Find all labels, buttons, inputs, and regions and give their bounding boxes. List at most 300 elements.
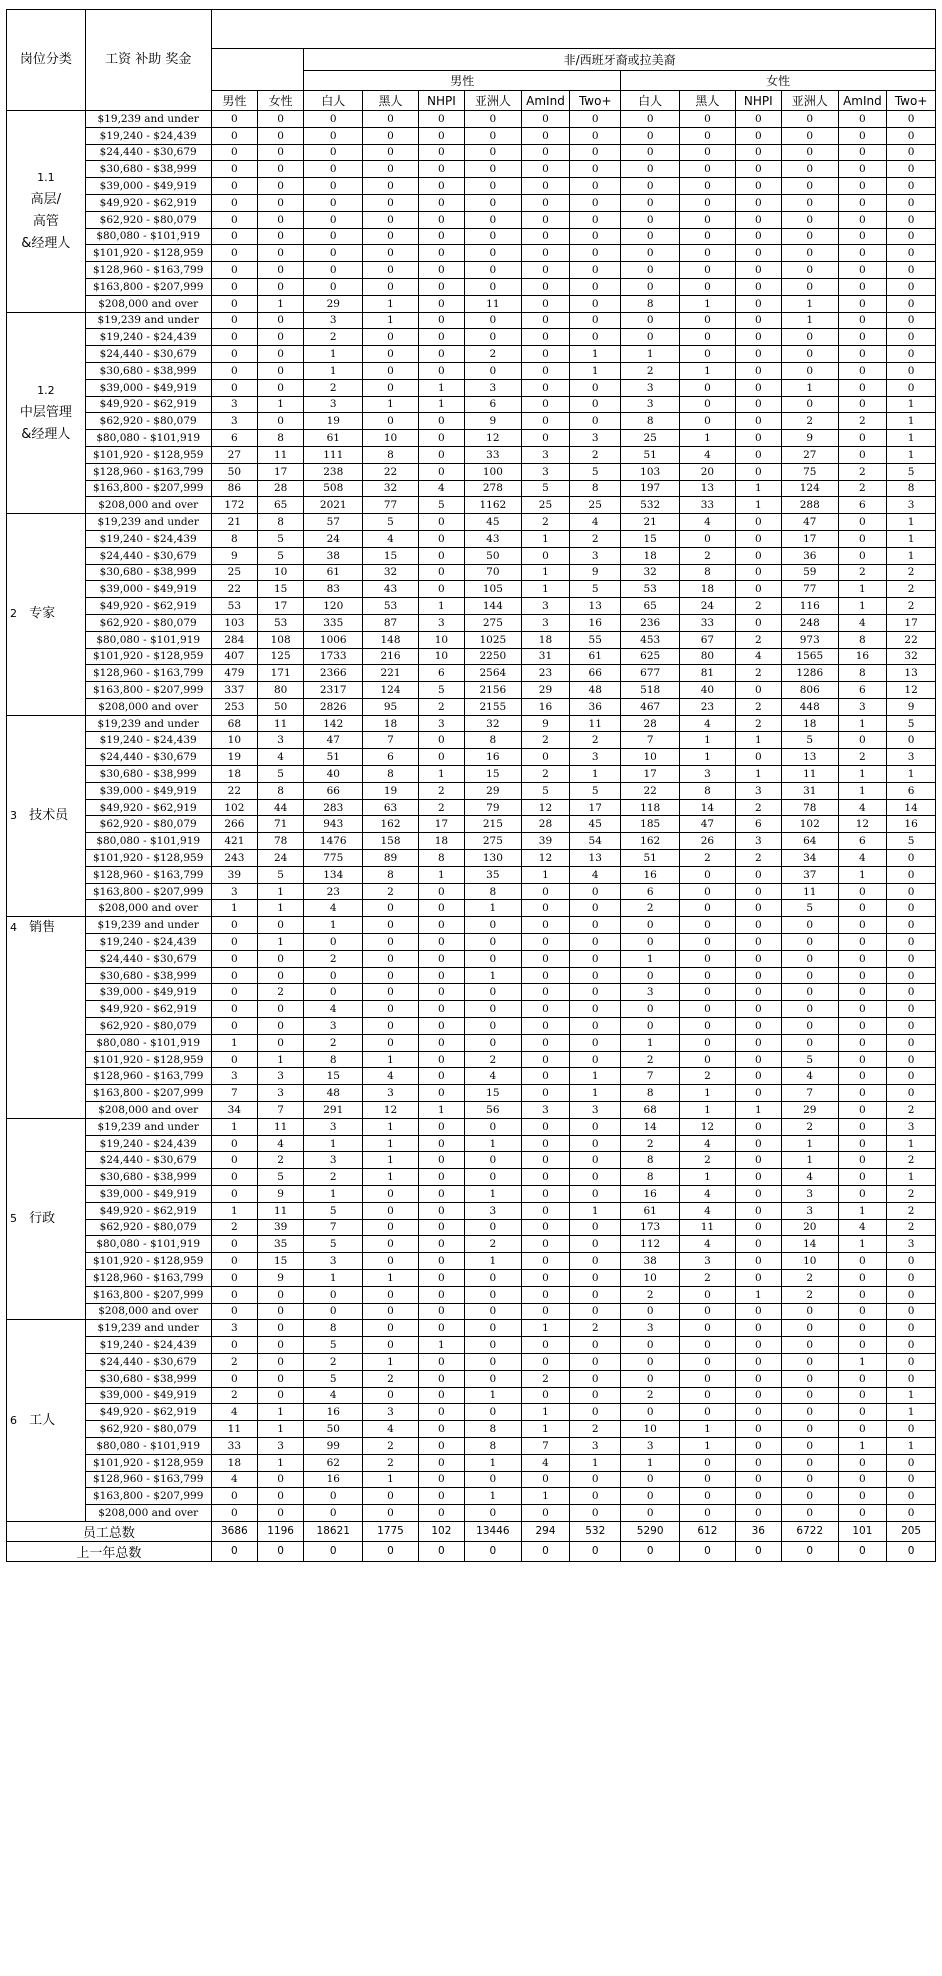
count-cell: 0 (621, 161, 680, 178)
count-cell: 0 (570, 900, 621, 917)
table-row (7, 614, 936, 631)
count-cell: 291 (304, 1102, 363, 1119)
table-row (7, 1387, 936, 1404)
count-cell: 0 (465, 1337, 522, 1354)
count-cell: 0 (735, 547, 781, 564)
count-cell: 2 (680, 1068, 736, 1085)
salary-range: $128,960 - $163,799 (85, 1068, 211, 1085)
table-row (7, 1286, 936, 1303)
salary-range: $30,680 - $38,999 (85, 161, 211, 178)
count-cell: 0 (363, 346, 419, 363)
count-cell: 1 (211, 1118, 257, 1135)
count-cell: 0 (887, 950, 936, 967)
count-cell: 11 (211, 1421, 257, 1438)
count-cell: 5 (258, 766, 304, 783)
count-cell: 0 (521, 312, 570, 329)
count-cell: 0 (465, 362, 522, 379)
count-cell: 1 (735, 732, 781, 749)
count-cell: 0 (211, 245, 257, 262)
count-cell: 78 (781, 799, 838, 816)
count-cell: 29 (521, 682, 570, 699)
header-female-race-2: NHPI (735, 91, 781, 111)
table-row (7, 984, 936, 1001)
count-cell: 0 (418, 278, 464, 295)
count-cell: 0 (570, 1404, 621, 1421)
count-cell: 0 (781, 1320, 838, 1337)
count-cell: 4 (838, 799, 887, 816)
count-cell: 0 (258, 329, 304, 346)
count-cell: 0 (735, 1001, 781, 1018)
count-cell: 0 (521, 413, 570, 430)
count-cell: 0 (363, 211, 419, 228)
count-cell: 0 (735, 262, 781, 279)
table-row (7, 1186, 936, 1203)
count-cell: 21 (621, 514, 680, 531)
count-cell: 0 (680, 1018, 736, 1035)
count-cell: 0 (418, 547, 464, 564)
count-cell: 1 (680, 1437, 736, 1454)
count-cell: 17 (418, 816, 464, 833)
table-row (7, 1320, 936, 1337)
count-cell: 0 (680, 1337, 736, 1354)
count-cell: 2 (781, 1286, 838, 1303)
salary-range: $62,920 - $80,079 (85, 1219, 211, 1236)
count-cell: 0 (838, 245, 887, 262)
table-row (7, 413, 936, 430)
header-female-race-4: AmInd (838, 91, 887, 111)
count-cell: 0 (521, 1219, 570, 1236)
count-cell: 0 (838, 194, 887, 211)
count-cell: 5 (258, 866, 304, 883)
count-cell: 1 (258, 396, 304, 413)
count-cell: 0 (887, 1051, 936, 1068)
count-cell: 0 (521, 1353, 570, 1370)
table-row (7, 1303, 936, 1320)
table-row (7, 362, 936, 379)
count-cell: 17 (621, 766, 680, 783)
table-row (7, 295, 936, 312)
header-category: 岗位分类 (7, 10, 86, 111)
prior-year-row-value: 0 (680, 1541, 736, 1561)
count-cell: 2 (465, 346, 522, 363)
count-cell: 0 (521, 547, 570, 564)
salary-range: $208,000 and over (85, 497, 211, 514)
count-cell: 2 (735, 715, 781, 732)
count-cell: 2 (838, 413, 887, 430)
count-cell: 2 (304, 379, 363, 396)
count-cell: 7 (304, 1219, 363, 1236)
count-cell: 0 (781, 362, 838, 379)
count-cell: 16 (887, 816, 936, 833)
count-cell: 0 (521, 950, 570, 967)
count-cell: 15 (304, 1068, 363, 1085)
count-cell: 0 (211, 934, 257, 951)
table-row (7, 1152, 936, 1169)
count-cell: 0 (570, 329, 621, 346)
count-cell: 1 (887, 446, 936, 463)
salary-range: $62,920 - $80,079 (85, 413, 211, 430)
count-cell: 11 (680, 1219, 736, 1236)
count-cell: 2 (465, 1236, 522, 1253)
count-cell: 124 (781, 480, 838, 497)
count-cell: 0 (621, 228, 680, 245)
count-cell: 1 (521, 1404, 570, 1421)
table-row (7, 934, 936, 951)
count-cell: 2 (887, 564, 936, 581)
count-cell: 0 (735, 1236, 781, 1253)
count-cell: 0 (735, 1253, 781, 1270)
count-cell: 33 (465, 446, 522, 463)
count-cell: 1 (465, 1454, 522, 1471)
count-cell: 1 (781, 295, 838, 312)
count-cell: 1 (465, 1488, 522, 1505)
salary-range: $101,920 - $128,959 (85, 648, 211, 665)
count-cell: 65 (258, 497, 304, 514)
count-cell: 11 (465, 295, 522, 312)
salary-range: $208,000 and over (85, 1102, 211, 1119)
count-cell: 0 (735, 1152, 781, 1169)
count-cell: 0 (363, 144, 419, 161)
count-cell: 0 (735, 379, 781, 396)
count-cell: 8 (465, 1421, 522, 1438)
count-cell: 0 (363, 1286, 419, 1303)
count-cell: 11 (258, 446, 304, 463)
count-cell: 0 (521, 1085, 570, 1102)
category-name: 工人 (29, 1412, 56, 1428)
count-cell: 2 (735, 850, 781, 867)
count-cell: 3 (304, 312, 363, 329)
count-cell: 0 (887, 1303, 936, 1320)
count-cell: 0 (735, 1219, 781, 1236)
count-cell: 0 (363, 1303, 419, 1320)
count-cell: 0 (838, 917, 887, 934)
count-cell: 112 (621, 1236, 680, 1253)
count-cell: 2 (838, 749, 887, 766)
count-cell: 2 (570, 1320, 621, 1337)
count-cell: 0 (680, 1320, 736, 1337)
count-cell: 0 (418, 883, 464, 900)
count-cell: 5 (418, 682, 464, 699)
count-cell: 4 (680, 1236, 736, 1253)
total-row-value: 3686 (211, 1521, 257, 1541)
count-cell: 18 (211, 766, 257, 783)
count-cell: 0 (735, 1018, 781, 1035)
count-cell: 0 (418, 1034, 464, 1051)
count-cell: 0 (887, 211, 936, 228)
table-row (7, 1253, 936, 1270)
count-cell: 6 (465, 396, 522, 413)
count-cell: 1 (735, 480, 781, 497)
count-cell: 0 (418, 1186, 464, 1203)
salary-range: $19,240 - $24,439 (85, 1337, 211, 1354)
count-cell: 0 (887, 1337, 936, 1354)
count-cell: 5 (570, 463, 621, 480)
count-cell: 2 (781, 413, 838, 430)
count-cell: 0 (465, 1505, 522, 1522)
count-cell: 9 (465, 413, 522, 430)
count-cell: 0 (465, 984, 522, 1001)
table-row (7, 950, 936, 967)
count-cell: 0 (211, 917, 257, 934)
count-cell: 0 (211, 1018, 257, 1035)
count-cell: 2 (621, 1051, 680, 1068)
count-cell: 1 (735, 766, 781, 783)
table-row (7, 346, 936, 363)
count-cell: 0 (363, 1202, 419, 1219)
count-cell: 0 (735, 1085, 781, 1102)
count-cell: 61 (621, 1202, 680, 1219)
count-cell: 4 (735, 648, 781, 665)
salary-range: $128,960 - $163,799 (85, 665, 211, 682)
count-cell: 1 (465, 1387, 522, 1404)
count-cell: 4 (258, 749, 304, 766)
table-row (7, 514, 936, 531)
count-cell: 120 (304, 598, 363, 615)
prior-year-row-value: 0 (887, 1541, 936, 1561)
count-cell: 0 (735, 396, 781, 413)
count-cell: 0 (887, 732, 936, 749)
count-cell: 51 (304, 749, 363, 766)
count-cell: 0 (211, 1152, 257, 1169)
salary-range: $101,920 - $128,959 (85, 1051, 211, 1068)
count-cell: 45 (570, 816, 621, 833)
count-cell: 1 (418, 598, 464, 615)
count-cell: 0 (211, 1253, 257, 1270)
count-cell: 0 (258, 1034, 304, 1051)
count-cell: 1 (887, 514, 936, 531)
salary-range: $19,239 and under (85, 111, 211, 128)
count-cell: 0 (735, 1471, 781, 1488)
count-cell: 0 (781, 967, 838, 984)
count-cell: 677 (621, 665, 680, 682)
count-cell: 0 (521, 934, 570, 951)
total-row-value: 18621 (304, 1521, 363, 1541)
salary-range: $49,920 - $62,919 (85, 598, 211, 615)
table-row (7, 1421, 936, 1438)
total-row-value: 294 (521, 1521, 570, 1541)
table-row (7, 228, 936, 245)
count-cell: 518 (621, 682, 680, 699)
count-cell: 13 (887, 665, 936, 682)
count-cell: 3 (735, 782, 781, 799)
category-name: 技术员 (29, 807, 69, 823)
count-cell: 0 (258, 312, 304, 329)
count-cell: 8 (304, 1320, 363, 1337)
count-cell: 0 (418, 1437, 464, 1454)
salary-range: $128,960 - $163,799 (85, 262, 211, 279)
count-cell: 0 (418, 1135, 464, 1152)
count-cell: 34 (211, 1102, 257, 1119)
count-cell: 0 (363, 1387, 419, 1404)
count-cell: 11 (258, 1118, 304, 1135)
count-cell: 0 (211, 312, 257, 329)
count-cell: 51 (621, 850, 680, 867)
count-cell: 1 (363, 1169, 419, 1186)
count-cell: 2 (211, 1353, 257, 1370)
count-cell: 71 (258, 816, 304, 833)
count-cell: 2250 (465, 648, 522, 665)
count-cell: 0 (838, 262, 887, 279)
count-cell: 0 (258, 144, 304, 161)
count-cell: 1 (781, 1152, 838, 1169)
count-cell: 3 (680, 1253, 736, 1270)
count-cell: 0 (735, 346, 781, 363)
count-cell: 24 (304, 530, 363, 547)
count-cell: 0 (887, 312, 936, 329)
count-cell: 0 (258, 194, 304, 211)
count-cell: 0 (521, 883, 570, 900)
count-cell: 0 (838, 430, 887, 447)
count-cell: 0 (211, 1001, 257, 1018)
count-cell: 18 (521, 631, 570, 648)
count-cell: 2 (887, 598, 936, 615)
count-cell: 3 (211, 1320, 257, 1337)
count-cell: 1 (887, 413, 936, 430)
count-cell: 0 (418, 950, 464, 967)
count-cell: 0 (211, 950, 257, 967)
table-row (7, 1454, 936, 1471)
count-cell: 0 (465, 194, 522, 211)
count-cell: 0 (838, 1303, 887, 1320)
table-row (7, 1505, 936, 1522)
count-cell: 0 (211, 1236, 257, 1253)
table-row (7, 194, 936, 211)
count-cell: 288 (781, 497, 838, 514)
salary-range: $19,240 - $24,439 (85, 1135, 211, 1152)
salary-range: $101,920 - $128,959 (85, 446, 211, 463)
count-cell: 6 (211, 430, 257, 447)
count-cell: 83 (304, 581, 363, 598)
count-cell: 5 (570, 581, 621, 598)
count-cell: 0 (781, 1488, 838, 1505)
count-cell: 79 (465, 799, 522, 816)
count-cell: 4 (838, 850, 887, 867)
count-cell: 467 (621, 698, 680, 715)
count-cell: 0 (521, 1152, 570, 1169)
count-cell: 0 (363, 278, 419, 295)
count-cell: 15 (465, 766, 522, 783)
count-cell: 0 (211, 278, 257, 295)
count-cell: 0 (838, 1337, 887, 1354)
count-cell: 1 (838, 782, 887, 799)
salary-range: $80,080 - $101,919 (85, 1236, 211, 1253)
count-cell: 3 (621, 379, 680, 396)
prior-year-row-value: 0 (621, 1541, 680, 1561)
count-cell: 0 (211, 967, 257, 984)
count-cell: 24 (680, 598, 736, 615)
count-cell: 0 (838, 278, 887, 295)
count-cell: 17 (781, 530, 838, 547)
count-cell: 4 (521, 1454, 570, 1471)
count-cell: 3 (363, 1404, 419, 1421)
count-cell: 0 (521, 362, 570, 379)
count-cell: 2 (363, 1437, 419, 1454)
count-cell: 0 (418, 1219, 464, 1236)
count-cell: 0 (363, 1186, 419, 1203)
count-cell: 0 (211, 295, 257, 312)
salary-range: $101,920 - $128,959 (85, 1454, 211, 1471)
count-cell: 2 (887, 581, 936, 598)
count-cell: 2 (735, 598, 781, 615)
count-cell: 0 (258, 1018, 304, 1035)
count-cell: 0 (418, 1505, 464, 1522)
count-cell: 2 (304, 329, 363, 346)
count-cell: 0 (781, 1303, 838, 1320)
table-row (7, 1202, 936, 1219)
count-cell: 625 (621, 648, 680, 665)
count-cell: 0 (570, 1236, 621, 1253)
count-cell: 0 (465, 312, 522, 329)
count-cell: 1 (363, 312, 419, 329)
count-cell: 0 (735, 581, 781, 598)
table-row (7, 547, 936, 564)
count-cell: 1 (570, 1068, 621, 1085)
count-cell: 0 (838, 900, 887, 917)
count-cell: 173 (621, 1219, 680, 1236)
table-row (7, 917, 936, 934)
count-cell: 0 (465, 934, 522, 951)
count-cell: 0 (621, 1337, 680, 1354)
count-cell: 0 (465, 111, 522, 128)
salary-range: $19,239 and under (85, 312, 211, 329)
count-cell: 57 (304, 514, 363, 531)
count-cell: 0 (735, 1068, 781, 1085)
salary-range: $19,239 and under (85, 715, 211, 732)
count-cell: 1 (304, 346, 363, 363)
table-row (7, 1068, 936, 1085)
count-cell: 1 (838, 715, 887, 732)
count-cell: 0 (735, 564, 781, 581)
count-cell: 2 (680, 1269, 736, 1286)
count-cell: 0 (363, 1505, 419, 1522)
table-row (7, 1051, 936, 1068)
table-row (7, 1118, 936, 1135)
table-row (7, 1102, 936, 1119)
count-cell: 0 (363, 362, 419, 379)
header-male-race-3: 亚洲人 (465, 91, 522, 111)
header-male-race-2: NHPI (418, 91, 464, 111)
count-cell: 18 (363, 715, 419, 732)
count-cell: 1 (838, 581, 887, 598)
count-cell: 15 (621, 530, 680, 547)
count-cell: 3 (211, 883, 257, 900)
count-cell: 0 (418, 934, 464, 951)
count-cell: 0 (258, 1471, 304, 1488)
salary-range: $19,239 and under (85, 1320, 211, 1337)
count-cell: 0 (887, 984, 936, 1001)
count-cell: 0 (887, 1353, 936, 1370)
salary-range: $19,240 - $24,439 (85, 127, 211, 144)
category-code: 1.2 (37, 383, 55, 397)
count-cell: 0 (570, 144, 621, 161)
salary-range: $30,680 - $38,999 (85, 362, 211, 379)
count-cell: 0 (735, 1387, 781, 1404)
count-cell: 0 (304, 178, 363, 195)
count-cell: 0 (570, 917, 621, 934)
count-cell: 25 (621, 430, 680, 447)
count-cell: 3 (465, 1202, 522, 1219)
count-cell: 0 (418, 463, 464, 480)
count-cell: 4 (838, 1219, 887, 1236)
count-cell: 0 (363, 262, 419, 279)
count-cell: 0 (838, 1135, 887, 1152)
count-cell: 63 (363, 799, 419, 816)
count-cell: 407 (211, 648, 257, 665)
count-cell: 4 (211, 1471, 257, 1488)
count-cell: 2 (521, 732, 570, 749)
header-group-female: 女性 (621, 71, 936, 91)
count-cell: 0 (735, 430, 781, 447)
